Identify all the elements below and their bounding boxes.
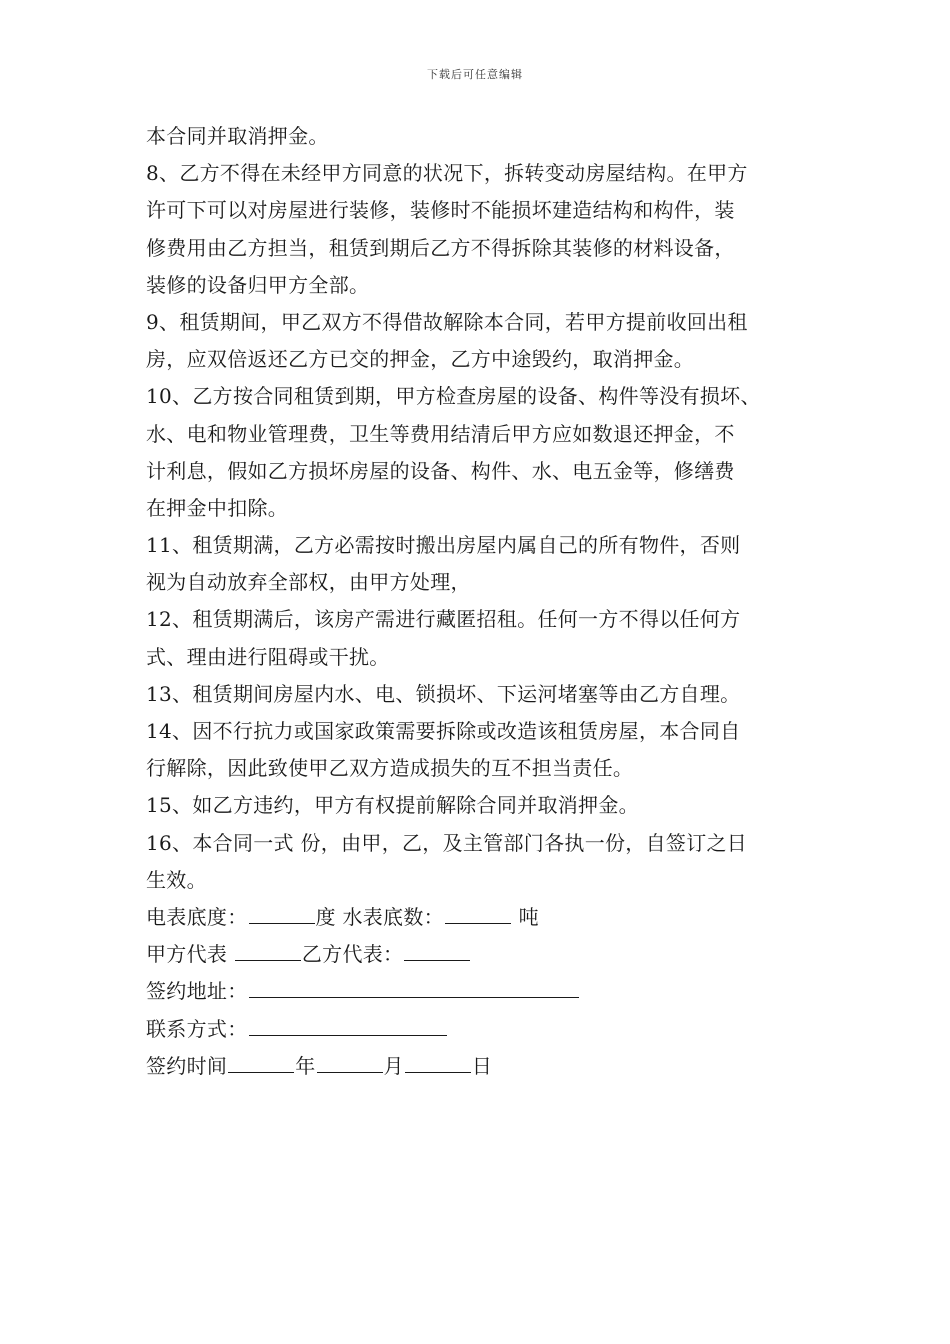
clause-line: 计利息，假如乙方损坏房屋的设备、构件、水、电五金等，修缮费 (146, 458, 735, 483)
clause-line: 房，应双倍返还乙方已交的押金，乙方中途毁约，取消押金。 (146, 347, 695, 372)
clause-line: 12、租赁期满后，该房产需进行藏匿招租。任何一方不得以任何方 (146, 607, 741, 632)
meter-unit-label: 度 水表底数： (315, 904, 444, 929)
contract-body (146, 118, 826, 1085)
electric-meter-blank[interactable] (249, 902, 315, 924)
clause-line: 水、电和物业管理费，卫生等费用结清后甲方应如数退还押金，不 (146, 421, 735, 446)
date-line (146, 1048, 826, 1085)
day-blank[interactable] (405, 1051, 471, 1073)
clause-line: 在押金中扣除。 (146, 495, 289, 520)
clause-line: 14、因不行抗力或国家政策需要拆除或改造该租赁房屋，本合同自 (146, 719, 741, 743)
clause-line: 许可下可以对房屋进行装修，装修时不能损坏建造结构和构件，装 (146, 198, 735, 223)
clause-line: 8、乙方不得在未经甲方同意的状况下，拆转变动房屋结构。在甲方 (146, 161, 748, 186)
year-blank[interactable] (228, 1051, 294, 1073)
party-b-label: 乙方代表： (301, 942, 404, 967)
clause-line: 16、本合同一式 份，由甲，乙，及主管部门各执一份，自签订之日 (146, 830, 748, 855)
contact-blank[interactable] (249, 1014, 447, 1036)
page-header: 下载后可任意编辑 (427, 68, 523, 81)
clause-line: 式、理由进行阻碍或干扰。 (146, 644, 390, 669)
date-label: 签约时间 (146, 1053, 228, 1078)
contact-line (146, 1011, 826, 1048)
party-b-blank[interactable] (404, 939, 470, 961)
meter-label: 电表底度： (146, 904, 248, 929)
address-blank[interactable] (249, 976, 579, 998)
month-blank[interactable] (317, 1051, 383, 1073)
contact-label: 联系方式： (146, 1016, 248, 1041)
clause-line: 生效。 (146, 867, 207, 892)
clause-line: 13、租赁期间房屋内水、电、锁损坏、下运河堵塞等由乙方自理。 (146, 681, 741, 706)
clause-line: 本合同并取消押金。 (146, 124, 329, 148)
clause-line: 行解除，因此致使甲乙双方造成损失的互不担当责任。 (146, 756, 634, 781)
clause-line: 11、租赁期满，乙方必需按时搬出房屋内属自己的所有物件，否则 (146, 533, 741, 558)
clause-line: 视为自动放弃全部权，由甲方处理， (146, 570, 471, 595)
party-a-label: 甲方代表 (146, 942, 234, 967)
address-line (146, 973, 826, 1010)
meter-reading-line (146, 899, 826, 936)
water-unit-label: 吨 (511, 904, 539, 929)
address-label: 签约地址： (146, 979, 248, 1004)
clause-line: 10、乙方按合同租赁到期，甲方检查房屋的设备、构件等没有损坏、 (146, 384, 761, 409)
party-a-blank[interactable] (235, 939, 301, 961)
clause-line: 修费用由乙方担当，租赁到期后乙方不得拆除其装修的材料设备， (146, 235, 735, 260)
clause-line: 9、租赁期间，甲乙双方不得借故解除本合同，若甲方提前收回出租 (146, 309, 748, 334)
year-label: 年 (295, 1053, 316, 1078)
month-label: 月 (383, 1053, 404, 1078)
representatives-line (146, 936, 826, 973)
water-meter-blank[interactable] (445, 902, 511, 924)
clause-line: 装修的设备归甲方全部。 (146, 272, 370, 297)
day-label: 日 (471, 1053, 493, 1078)
clause-line: 15、如乙方违约，甲方有权提前解除合同并取消押金。 (146, 793, 639, 818)
